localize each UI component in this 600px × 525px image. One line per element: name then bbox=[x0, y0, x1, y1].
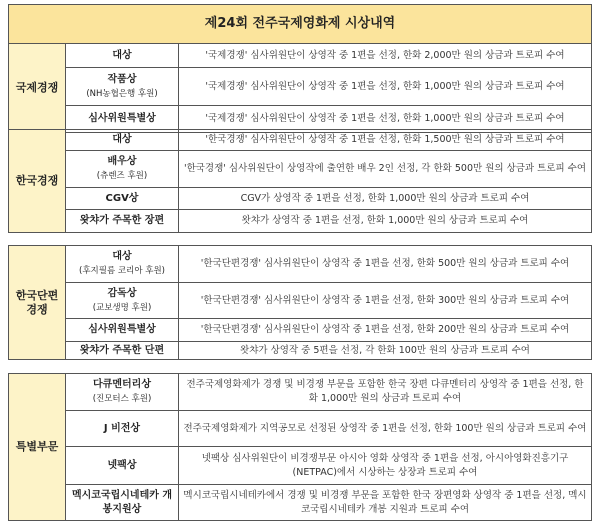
category-cell: 국제경쟁 bbox=[9, 44, 66, 133]
award-name-cell bbox=[66, 210, 179, 233]
award-description: '한국단편경쟁' 심사위원단이 상영작 중 1편을 선정, 한화 200만 원의 상금과 트로피 수여 bbox=[179, 319, 592, 342]
award-description: '국제경쟁' 심사위원단이 상영작 중 1편을 선정, 한화 1,000만 원의 상금과 트로피 수여 bbox=[179, 106, 592, 133]
section-table bbox=[8, 373, 592, 521]
category-cell: 한국경쟁 bbox=[9, 130, 66, 233]
table-row bbox=[9, 411, 592, 447]
table-row bbox=[9, 130, 592, 151]
award-description: 전주국제영화제가 경쟁 및 비경쟁 부문을 포함한 한국 장편 다큐멘터리 상영작 중 1편을 선정, 한화 1,000만 원의 상금과 트로피 수여 bbox=[179, 374, 592, 411]
table-row bbox=[9, 188, 592, 210]
award-description: 왓챠가 상영작 중 5편을 선정, 각 한화 100만 원의 상금과 트로피 수여 bbox=[179, 342, 592, 360]
table-row bbox=[9, 283, 592, 319]
award-name-cell bbox=[66, 188, 179, 210]
award-description: '한국단편경쟁' 심사위원단이 상영작 중 1편을 선정, 한화 500만 원의 상금과 트로피 수여 bbox=[179, 246, 592, 283]
award-name-cell bbox=[66, 44, 179, 68]
award-name: 배우상 bbox=[107, 156, 137, 167]
award-name-cell bbox=[66, 246, 179, 283]
category-cell: 한국단편 경쟁 bbox=[9, 246, 66, 360]
section-table bbox=[8, 4, 592, 133]
award-name: 대상 bbox=[112, 251, 132, 262]
award-name-cell bbox=[66, 68, 179, 106]
section-table bbox=[8, 129, 592, 233]
award-name-cell bbox=[66, 151, 179, 188]
award-description: CGV가 상영작 중 1편을 선정, 한화 1,000만 원의 상금과 트로피 수여 bbox=[179, 188, 592, 210]
award-sponsor: (교보생명 후원) bbox=[92, 302, 152, 313]
award-description: '국제경쟁' 심사위원단이 상영작 중 1편을 선정, 한화 2,000만 원의 상금과 트로피 수여 bbox=[179, 44, 592, 68]
award-name-cell bbox=[66, 342, 179, 360]
award-name-cell bbox=[66, 485, 179, 521]
table-row bbox=[9, 68, 592, 106]
table-row bbox=[9, 210, 592, 233]
award-name: 넷팩상 bbox=[107, 459, 137, 471]
award-name: 왓챠가 주목한 장편 bbox=[79, 215, 165, 226]
award-description: 멕시코국립시네테카에서 경쟁 및 비경쟁 부문을 포함한 한국 장편영화 상영작 중 1편을 선정, 멕시코국립시네테카 개봉 지원과 트로피 수여 bbox=[179, 485, 592, 521]
section-table bbox=[8, 245, 592, 360]
award-name-cell bbox=[66, 319, 179, 342]
category-cell: 특별부문 bbox=[9, 374, 66, 521]
award-name: J 비전상 bbox=[103, 422, 141, 434]
award-name: 심사위원특별상 bbox=[88, 324, 156, 335]
award-description: '한국단편경쟁' 심사위원단이 상영작 중 1편을 선정, 한화 300만 원의 상금과 트로피 수여 bbox=[179, 283, 592, 319]
award-name: 대상 bbox=[112, 134, 132, 145]
award-description: 전주국제영화제가 지역공모로 선정된 상영작 중 1편을 선정, 한화 100만 원의 상금과 트로피 수여 bbox=[179, 411, 592, 447]
table-row bbox=[9, 447, 592, 485]
award-sponsor: (진모터스 후원) bbox=[92, 394, 152, 404]
award-name-cell bbox=[66, 447, 179, 485]
award-name: CGV상 bbox=[105, 192, 139, 204]
award-name: 멕시코국립시네테카 개봉지원상 bbox=[71, 489, 173, 515]
award-name: 다큐멘터리상 bbox=[93, 379, 151, 390]
table-row bbox=[9, 319, 592, 342]
award-name: 작품상 bbox=[107, 73, 137, 85]
award-sponsor: (츄렌즈 후원) bbox=[96, 171, 148, 181]
award-description: 넷팩상 심사위원단이 비경쟁부문 아시아 영화 상영작 중 1편을 선정, 아시아영화진흥기구(NETPAC)에서 시상하는 상장과 트로피 수여 bbox=[179, 447, 592, 485]
award-description: '국제경쟁' 심사위원단이 상영작 중 1편을 선정, 한화 1,000만 원의 상금과 트로피 수여 bbox=[179, 68, 592, 106]
award-name-cell bbox=[66, 283, 179, 319]
table-row bbox=[9, 44, 592, 68]
award-sponsor: (후지필름 코리아 후원) bbox=[79, 266, 165, 276]
award-name-cell bbox=[66, 374, 179, 411]
table-row bbox=[9, 151, 592, 188]
table-row bbox=[9, 246, 592, 283]
award-name-cell bbox=[66, 411, 179, 447]
table-row bbox=[9, 485, 592, 521]
award-name-cell bbox=[66, 130, 179, 151]
award-description: '한국경쟁' 심사위원단이 상영작 중 1편을 선정, 한화 1,500만 원의 상금과 트로피 수여 bbox=[179, 130, 592, 151]
page-title: 제24회 전주국제영화제 시상내역 bbox=[9, 5, 592, 44]
award-name: 왓챠가 주목한 단편 bbox=[79, 344, 165, 356]
table-row bbox=[9, 374, 592, 411]
award-name: 감독상 bbox=[107, 287, 137, 299]
award-name: 심사위원특별상 bbox=[88, 113, 156, 124]
table-row bbox=[9, 342, 592, 360]
award-sponsor: (NH농협은행 후원) bbox=[86, 88, 158, 99]
award-description: '한국경쟁' 심사위원단이 상영작에 출연한 배우 2인 선정, 각 한화 500만 원의 상금과 트로피 수여 bbox=[179, 151, 592, 188]
award-name: 대상 bbox=[112, 49, 132, 61]
award-description: 왓챠가 상영작 중 1편을 선정, 한화 1,000만 원의 상금과 트로피 수여 bbox=[179, 210, 592, 233]
